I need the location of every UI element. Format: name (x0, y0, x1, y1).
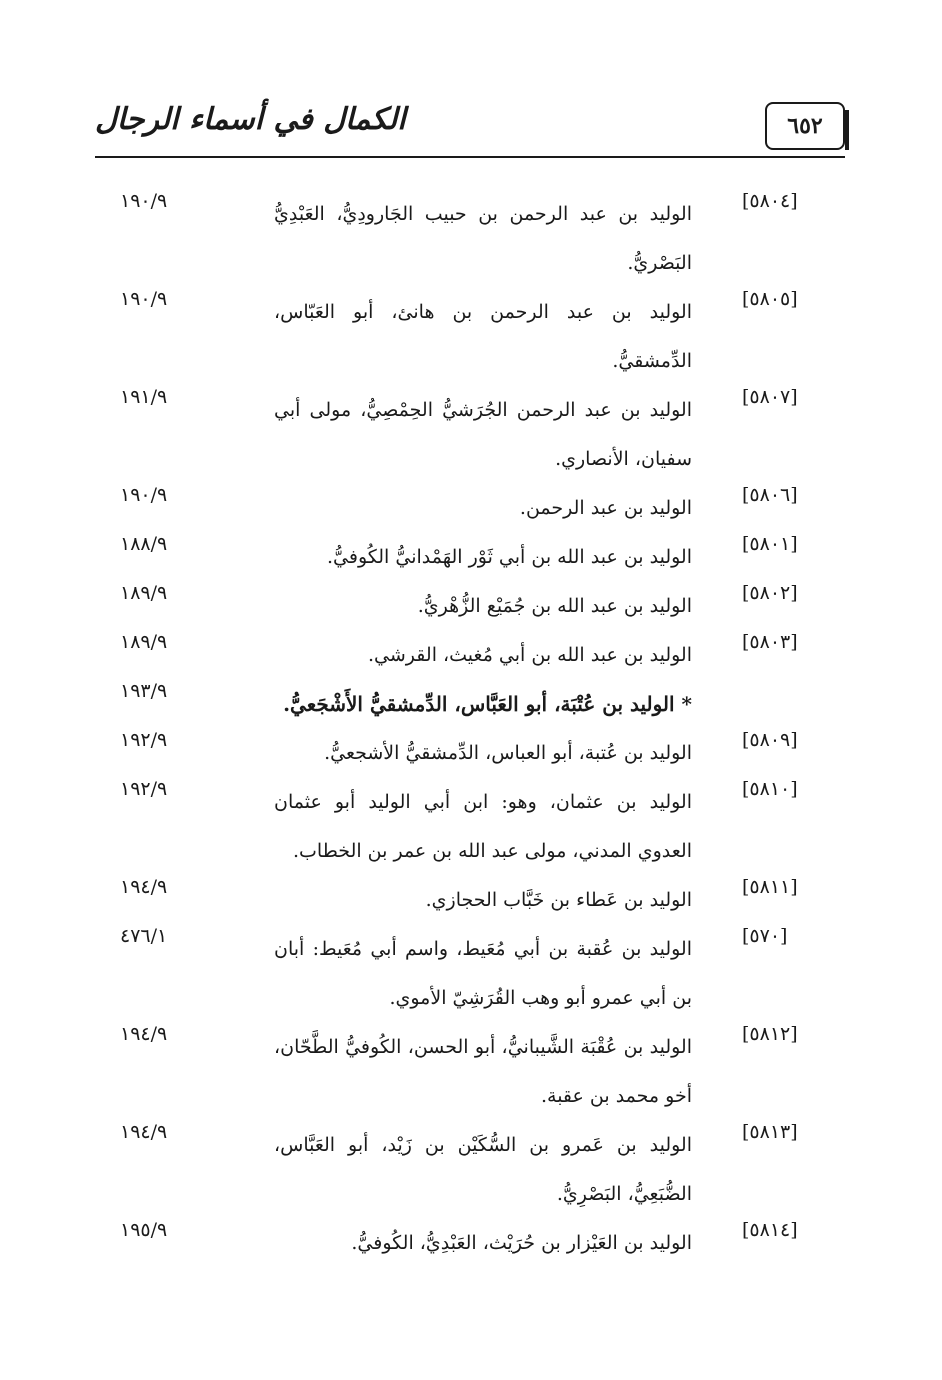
entry-reference: ١٩٣/٩ (120, 680, 168, 702)
entry-text: الوليد بن عبد الله بن جُمَيْع الزُّهْريُّ. (417, 595, 692, 617)
entry-reference: ١٩٤/٩ (120, 1121, 168, 1143)
entry-text: الوليد بن عبد الله بن أبي ثَوْر الهَمْدانيُّ الكُوفيُّ. (327, 546, 692, 568)
page-number: ٦٥٢ (765, 102, 845, 150)
entry-number: [٥٨٠٩] (742, 729, 798, 751)
entry-number: [٥٨١٤] (742, 1219, 798, 1241)
entry-text: الوليد بن عبد الرحمن. (519, 497, 692, 519)
entry-reference: ١٩٠/٩ (120, 288, 168, 310)
entry-text: الوليد بن عَمرو بن السُّكَيْن بن زَيْد، أبو العَبَّاس، الضُّبَعِيُّ، البَصْرِيُّ. (274, 1134, 692, 1205)
entry-reference: ١٩٢/٩ (120, 778, 168, 800)
entry-reference: ١٩٢/٩ (120, 729, 168, 751)
entry-reference: ١٩٠/٩ (120, 484, 168, 506)
entry-reference: ١٩٤/٩ (120, 876, 168, 898)
entry-number: [٥٨٠٧] (742, 386, 798, 408)
entry-text: الوليد بن عُقْبَة الشَّيبانيُّ، أبو الحسن، الكُوفيُّ الطَّحّان، أخو محمد بن عقبة. (274, 1036, 692, 1107)
entry-number: [٥٨١٠] (742, 778, 798, 800)
entry-reference: ١٨٩/٩ (120, 582, 168, 604)
entry-reference: ١٩١/٩ (120, 386, 168, 408)
entry-number: [٥٧٠] (742, 925, 788, 947)
entry-number: [٥٨١١] (742, 876, 798, 898)
entry-text: الوليد بن عُقبة بن أبي مُعَيط، واسم أبي مُعَيط: أبان بن أبي عمرو أبو وهب القُرَشِيّ الأموي. (274, 938, 692, 1009)
entry-reference: ٤٧٦/١ (120, 925, 168, 947)
entry-number: [٥٨٠٢] (742, 582, 798, 604)
entry-text: الوليد بن عبد الرحمن بن هانئ، أبو العَبّاس، الدِّمشقيُّ. (274, 301, 692, 372)
entry-number: [٥٨١٢] (742, 1023, 798, 1045)
entry-text: الوليد بن عُتبة، أبو العباس، الدِّمشقيُّ الأشجعيُّ. (324, 742, 692, 764)
entry-number: [٥٨١٣] (742, 1121, 798, 1143)
entry-text: الوليد بن عبد الرحمن الجُرَشيُّ الحِمْصِيُّ، مولى أبي سفيان، الأنصاري. (274, 399, 692, 470)
entry-reference: ١٩٤/٩ (120, 1023, 168, 1045)
book-title: الكمال في أسماء الرجال (95, 102, 406, 137)
entry-number: [٥٨٠٦] (742, 484, 798, 506)
entry-number: [٥٨٠١] (742, 533, 798, 555)
entry-text: الوليد بن عَطاء بن خَبَّاب الحجازي. (425, 889, 692, 911)
entry-text: الوليد بن عثمان، وهو: ابن أبي الوليد أبو عثمان العدوي المدني، مولى عبد الله بن عمر بن الخطاب. (274, 791, 692, 862)
entry-number: [٥٨٠٣] (742, 631, 798, 653)
entry-text: الوليد بن عبد الرحمن بن حبيب الجَارودِيُّ، العَبْدِيُّ البَصْريُّ. (274, 203, 692, 274)
entry-number: [٥٨٠٤] (742, 190, 798, 212)
entry-number: [٥٨٠٥] (742, 288, 798, 310)
entry-text: الوليد بن عبد الله بن أبي مُغيث، القرشي. (368, 644, 692, 666)
entry-reference: ١٩٠/٩ (120, 190, 168, 212)
entry-reference: ١٨٨/٩ (120, 533, 168, 555)
entry-reference: ١٩٥/٩ (120, 1219, 168, 1241)
entry-text: الوليد بن العَيْزار بن حُرَيْث، العَبْدِيُّ، الكُوفيُّ. (351, 1232, 692, 1254)
entry-reference: ١٨٩/٩ (120, 631, 168, 653)
entry-text: * الوليد بن عُتْبَة، أبو العَبَّاس، الدِّمشقيُّ الأَشْجَعيُّ. (283, 692, 692, 716)
